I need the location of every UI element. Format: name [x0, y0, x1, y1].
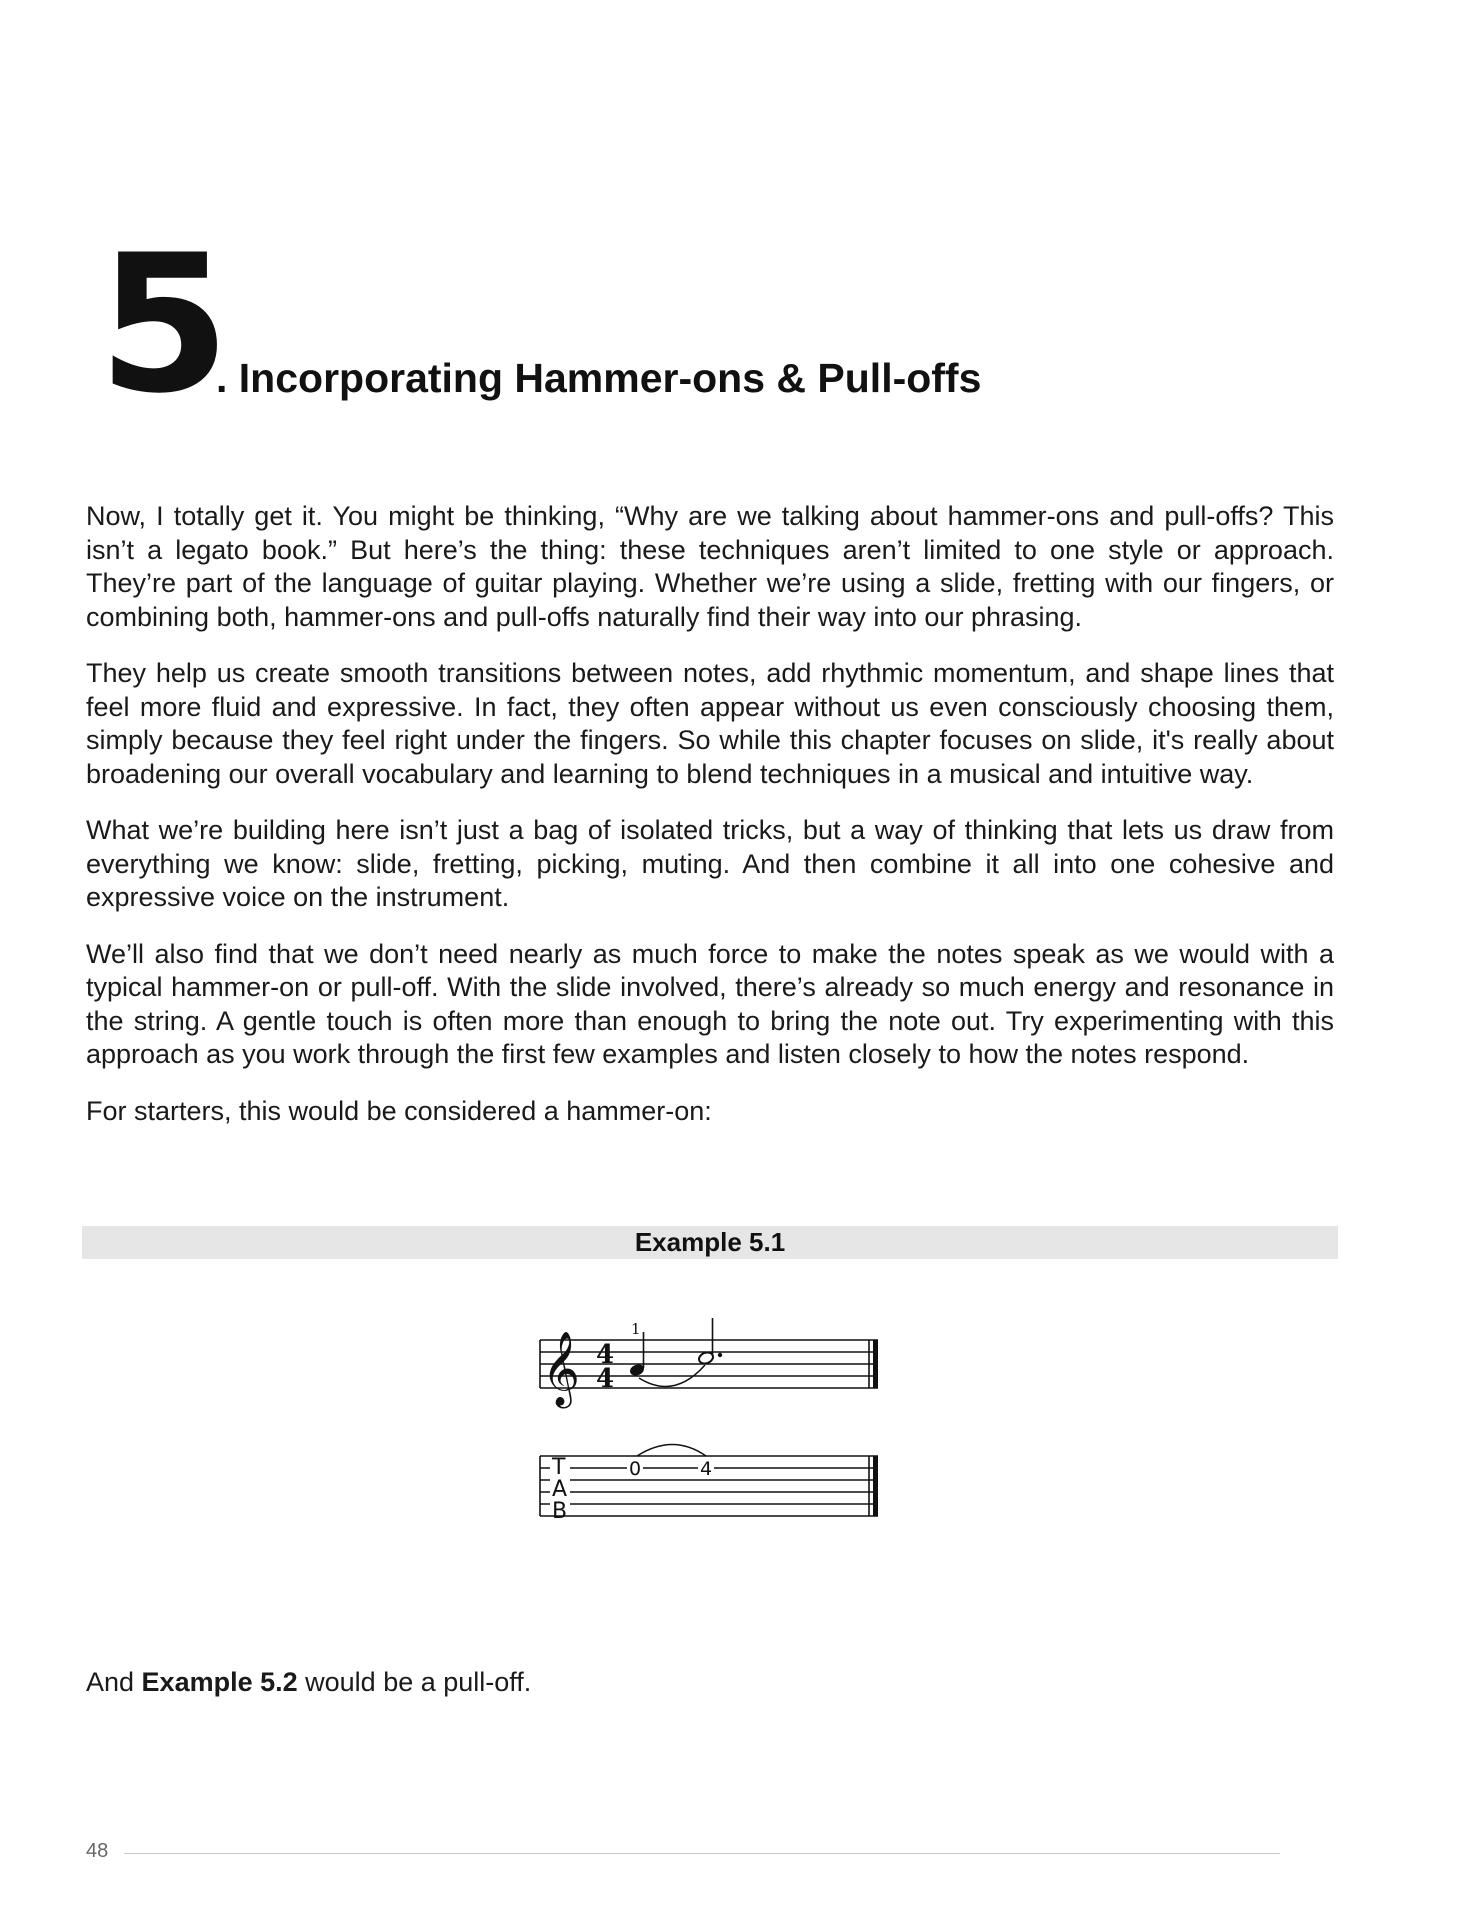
example-reference: Example 5.2: [141, 1667, 298, 1697]
body-text: [86, 500, 1334, 1151]
after-example-text: And Example 5.2 would be a pull-off.: [86, 1667, 532, 1697]
page-number: 48: [86, 1840, 109, 1862]
augmentation-dot: [718, 1353, 722, 1357]
finger-number: 1: [631, 1320, 641, 1338]
example-title-bar: Example 5.1: [82, 1226, 1338, 1259]
tab-fret-number: 4: [700, 1458, 713, 1480]
tab-letter-t: T: [552, 1455, 566, 1480]
treble-clef-icon: 𝄞: [542, 1332, 580, 1406]
paragraph: Now, I totally get it. You might be thinking, “Why are we talking about hammer-ons and pull-offs? This isn’t a legato book.” But here’s the thing: these techniques aren’t limited to one style or approach. They’re part of the language of guitar playing. Whether we’re using a slide, fretting with our fingers, or combining both, hammer-ons and pull-offs naturally find their way into our phrasing.: [86, 501, 1334, 632]
paragraph: We’ll also find that we don’t need nearly as much force to make the notes speak as we would with a typical hammer-on or pull-off. With the slide involved, there’s already so much energy and resonance in the string. A gentle touch is often more than enough to bring the note out. Try experimenting with this approach as you work through the first few examples and listen closely to how the notes respond.: [86, 938, 1334, 1069]
time-signature-top: 4: [596, 1340, 615, 1370]
footer-rule: [124, 1853, 1280, 1854]
tab-letter-b: B: [552, 1499, 568, 1524]
tab-thick-endline: [873, 1456, 878, 1516]
staff-lines: [540, 1340, 878, 1388]
paragraph: For starters, this would be considered a hammer-on:: [86, 1095, 712, 1126]
chapter-title: . Incorporating Hammer-ons & Pull-offs: [216, 355, 982, 401]
time-signature-bottom: 4: [596, 1364, 615, 1394]
music-notation: [536, 1316, 886, 1552]
tab-fret-number: 0: [629, 1458, 642, 1480]
paragraph: They help us create smooth transitions between notes, add rhythmic momentum, and shape lines that feel more fluid and expressive. In fact, they often appear without us even consciously choosing them, simply because they feel right under the fingers. So while this chapter focuses on slide, it's really about broadening our overall vocabulary and learning to blend techniques in a musical and intuitive way.: [86, 658, 1334, 789]
tab-slur-mark: [637, 1445, 706, 1457]
tab-letter-a: A: [552, 1477, 568, 1502]
paragraph: What we’re building here isn’t just a bag of isolated tricks, but a way of thinking that lets us draw from everything we know: slide, fretting, picking, muting. And then combine it all into one cohesive and expressive voice on the instrument.: [86, 815, 1334, 912]
chapter-number: 5: [98, 214, 225, 435]
staff-thick-endline: [873, 1340, 878, 1388]
